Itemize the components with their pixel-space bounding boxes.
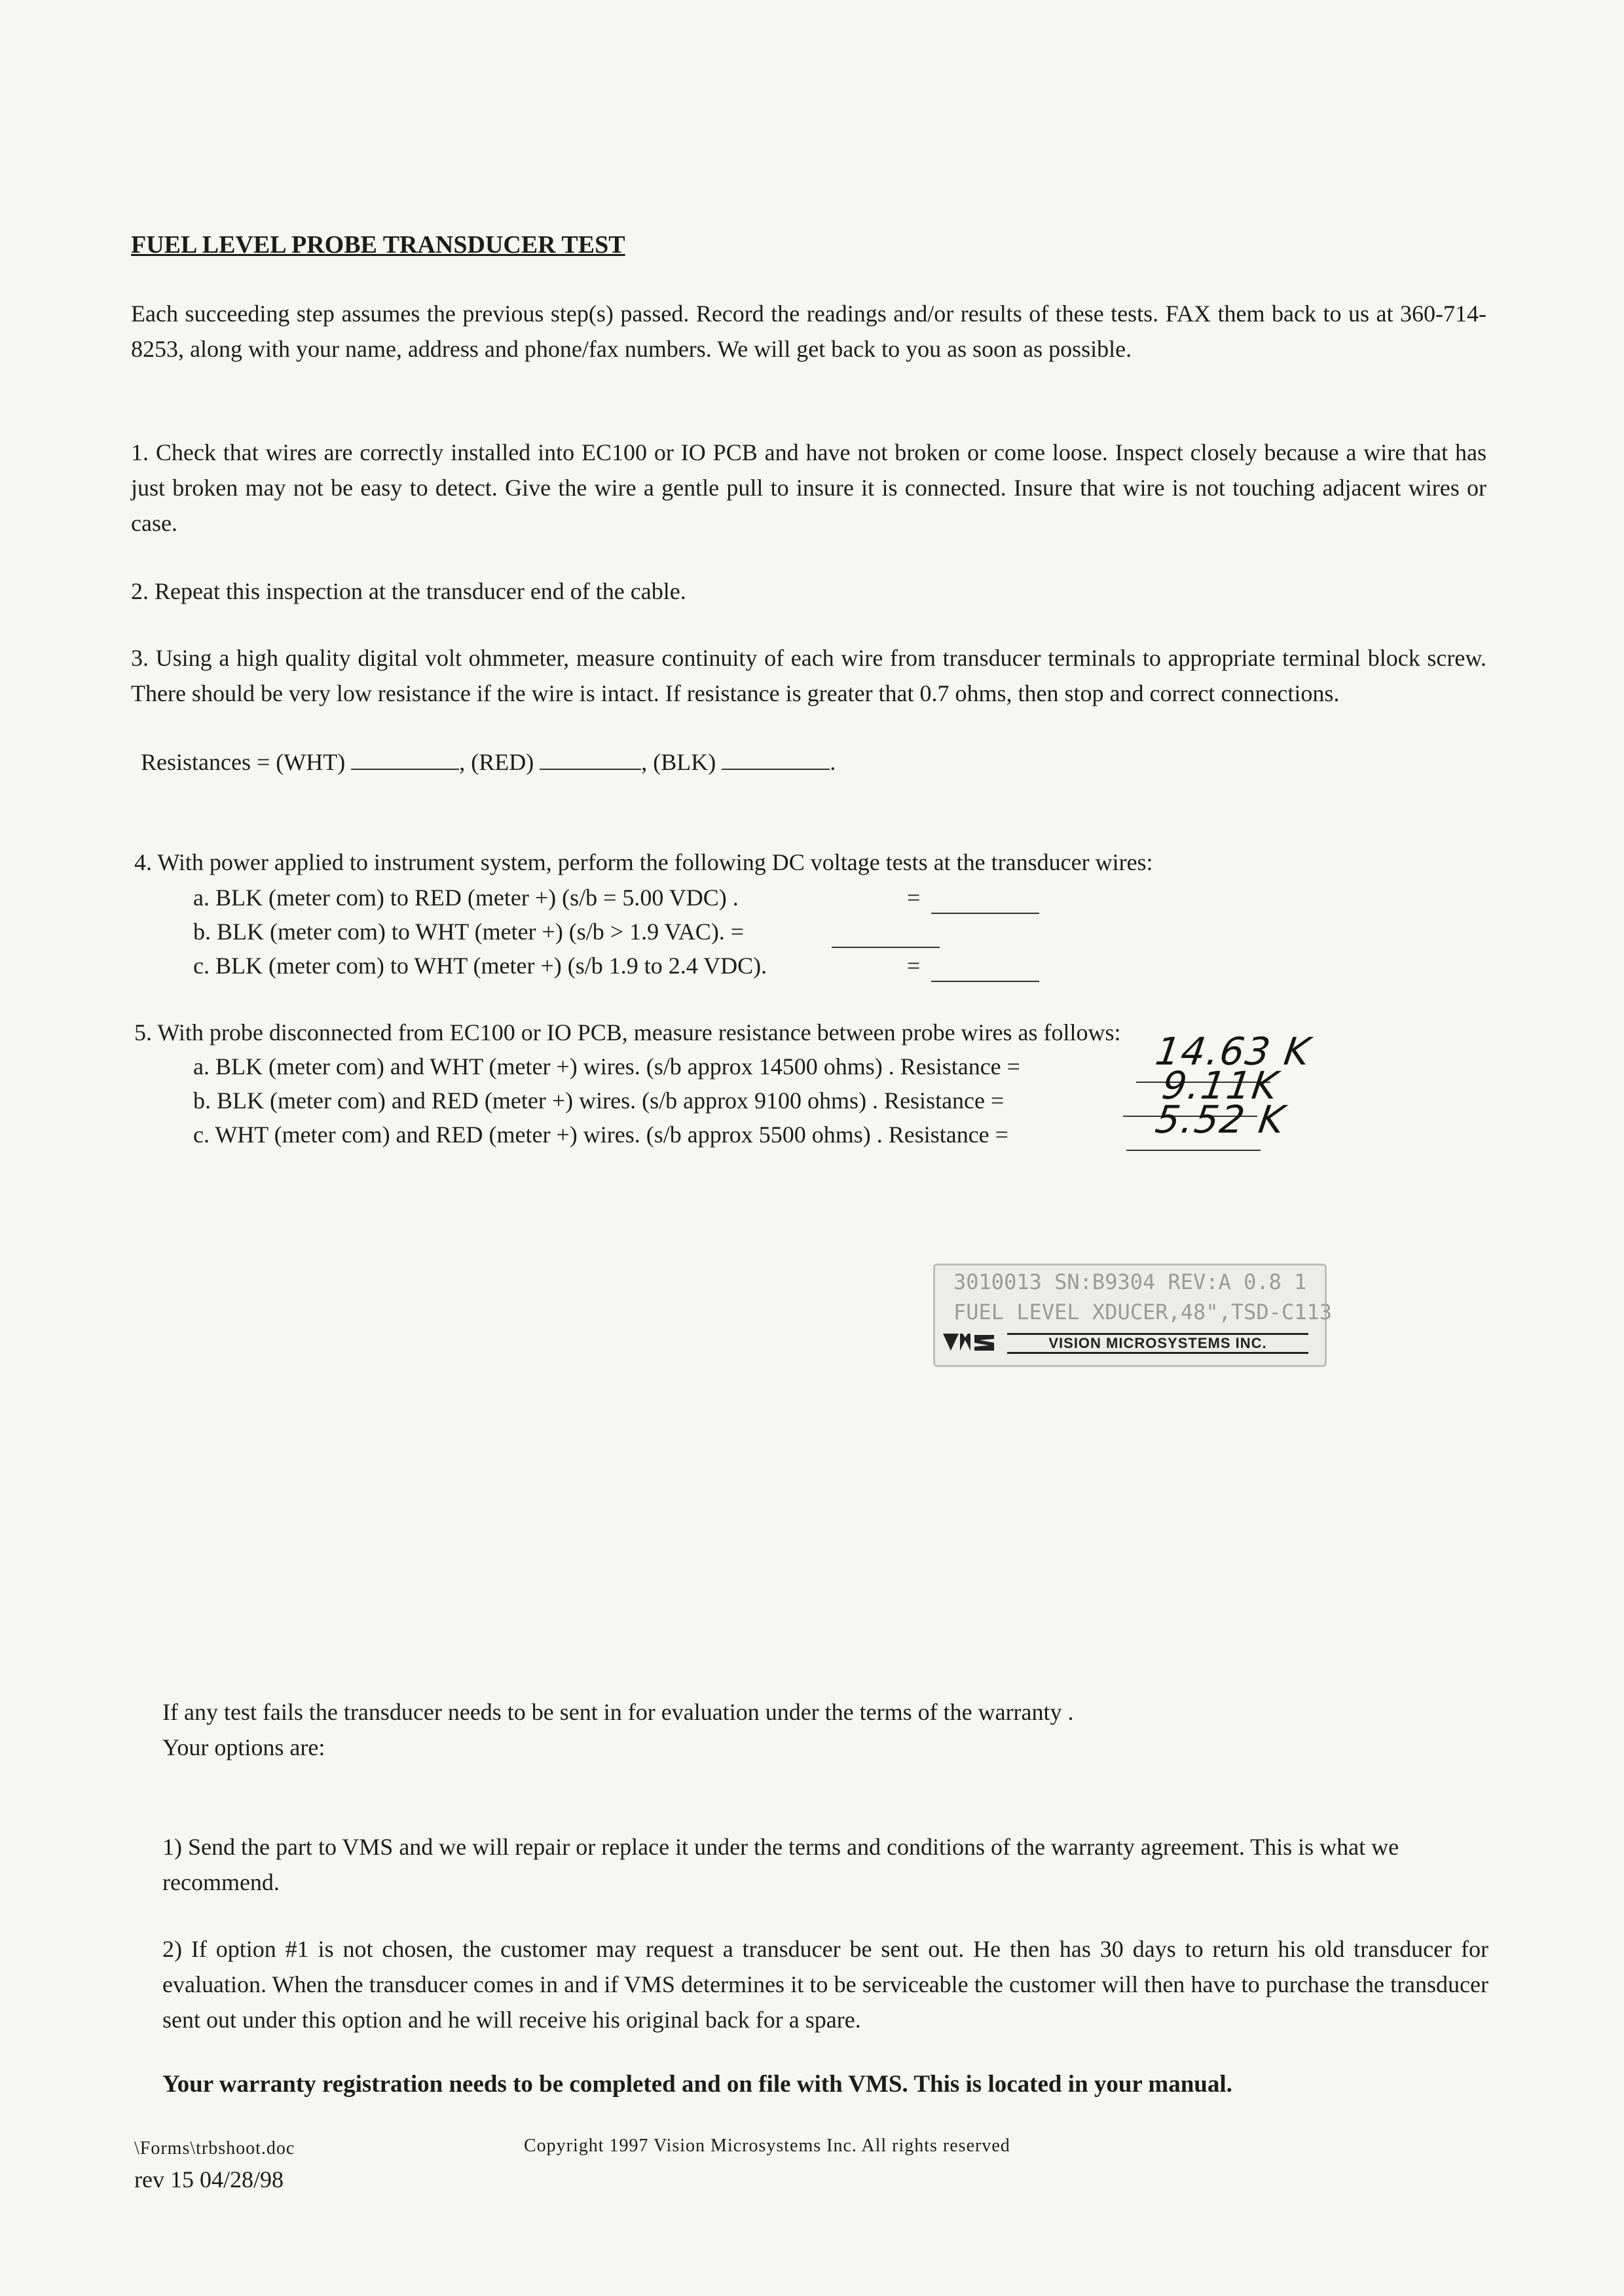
step-4-heading: 4. With power applied to instrument system, perform the following DC voltage tests at the transducer wires: [134, 849, 1153, 875]
fail-line-1: If any test fails the transducer needs to be sent in for evaluation under the terms of the warranty . [162, 1699, 1074, 1725]
fail-line-2: Your options are: [162, 1734, 325, 1760]
step-5-heading: 5. With probe disconnected from EC100 or IO PCB, measure resistance between probe wires as follows: [134, 1019, 1121, 1046]
step-4a-field[interactable] [931, 893, 1039, 914]
step-1: 1. Check that wires are correctly installed into EC100 or IO PCB and have not broken or come loose. Inspect closely because a wire that has just broken may not be easy to detect. Give the wire a gentle pull to insure it is connected. Insure that wire is not touching adjacent wires or case. [131, 439, 1486, 536]
step-3: 3. Using a high quality digital volt ohmmeter, measure continuity of each wire from transducer terminals to appropriate terminal block screw. There should be very low resistance if the wire is intact. If resistance is greater that 0.7 ohms, then stop and correct connections. [131, 645, 1486, 706]
step-4c-eq: = [907, 953, 921, 979]
step-2: 2. Repeat this inspection at the transducer end of the cable. [131, 578, 686, 604]
warranty-notice: Your warranty registration needs to be completed and on file with VMS. This is located in your manual. [162, 2071, 1232, 2098]
wht-label: (WHT) [276, 749, 346, 775]
step-5b-handwritten-value: 9.11K [1159, 1063, 1282, 1108]
resistances-line: Resistances = (WHT) , (RED) , (BLK) . [141, 744, 836, 780]
step-5a: a. BLK (meter com) and WHT (meter +) wires. (s/b approx 14500 ohms) . Resistance = [193, 1053, 1020, 1080]
part-label-line-2: FUEL LEVEL XDUCER,48",TSD-C113 [953, 1300, 1332, 1324]
footer-file-path: \Forms\trbshoot.doc [134, 2138, 295, 2159]
red-resistance-field[interactable] [540, 745, 641, 770]
blk-resistance-field[interactable] [722, 745, 830, 770]
vms-logo-icon [942, 1331, 1001, 1358]
company-name: VISION MICROSYSTEMS INC. [1007, 1333, 1308, 1354]
step-4c: c. BLK (meter com) to WHT (meter +) (s/b 1.9 to 2.4 VDC). [193, 953, 767, 979]
step-5c-handwritten-value: 5.52 K [1153, 1097, 1289, 1142]
wht-resistance-field[interactable] [351, 745, 459, 770]
red-label: (RED) [471, 749, 534, 775]
step-5c: c. WHT (meter com) and RED (meter +) wires. (s/b approx 5500 ohms) . Resistance = [193, 1121, 1008, 1148]
part-label-sticker [933, 1264, 1332, 1367]
step-4a-eq: = [907, 884, 921, 911]
footer-revision: rev 15 04/28/98 [134, 2166, 284, 2193]
footer-copyright: Copyright 1997 Vision Microsystems Inc. All rights reserved [524, 2136, 1010, 2156]
step-5b: b. BLK (meter com) and RED (meter +) wires. (s/b approx 9100 ohms) . Resistance = [193, 1087, 1005, 1114]
step-4b: b. BLK (meter com) to WHT (meter +) (s/b > 1.9 VAC). = [193, 919, 745, 945]
step-4c-field[interactable] [931, 961, 1039, 982]
option-2: 2) If option #1 is not chosen, the customer may request a transducer be sent out. He then has 30 days to return his old transducer for evaluation. When the transducer comes in and if VMS determines it to be serviceable the customer will then have to purchase the transducer sent out under this option and he will receive his original back for a spare. [162, 1936, 1488, 2033]
step-4a: a. BLK (meter com) to RED (meter +) (s/b = 5.00 VDC) . [193, 884, 739, 911]
option-1: 1) Send the part to VMS and we will repair or replace it under the terms and conditions of the warranty agreement. This is what we recommend. [162, 1834, 1399, 1895]
blk-label: (BLK) [653, 749, 716, 775]
part-label-line-1: 3010013 SN:B9304 REV:A 0.8 1 [953, 1269, 1307, 1294]
intro-paragraph: Each succeeding step assumes the previous step(s) passed. Record the readings and/or results of these tests. FAX them back to us at 360-714-8253, along with your name, address and phone/fax numbers. We will get back to you as soon as possible. [131, 301, 1486, 362]
step-5a-handwritten-value: 14.63 K [1153, 1029, 1314, 1074]
step-4b-field[interactable] [832, 927, 940, 948]
page-title: FUEL LEVEL PROBE TRANSDUCER TEST [131, 231, 625, 259]
resistances-label: Resistances = [141, 749, 270, 775]
